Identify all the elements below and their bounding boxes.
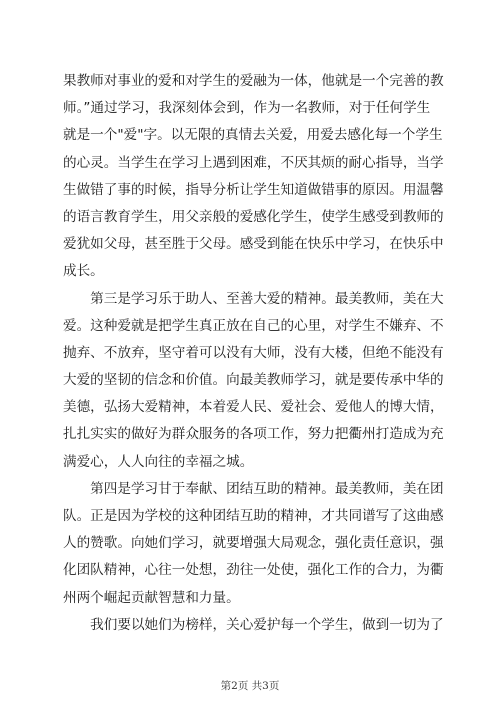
text-line: 就是一个"爱"字。以无限的真情去关爱，用爱去感化每一个学生 [63, 127, 443, 144]
text-line: 美德，弘扬大爱精神，本着爱人民、爱社会、爱他人的博大情， [63, 399, 444, 416]
paragraph-start-line: 第四是学习甘于奉献、团结互助的精神。最美教师，美在团 [63, 480, 444, 497]
text-line: 扎扎实实的做好为群众服务的各项工作，努力把衢州打造成为充 [63, 426, 444, 443]
text-line: 化团队精神，心往一处想，劲往一处使，强化工作的合力，为衢 [63, 562, 444, 579]
body-text [63, 68, 443, 639]
text-line: 师。”通过学习，我深刻体会到，作为一名教师，对于任何学生 [63, 100, 431, 117]
paragraph-start-line: 第三是学习乐于助人、至善大爱的精神。最美教师，美在大 [63, 290, 444, 307]
text-line: 果教师对事业的爱和对学生的爱融为一体，他就是一个完善的教 [63, 73, 444, 89]
text-line: 州两个崛起贡献智慧和力量。 [63, 589, 240, 606]
paragraph-start-line: 我们要以她们为榜样，关心爱护每一个学生，做到一切为了 [63, 616, 444, 633]
text-line: 的语言教育学生，用父亲般的爱感化学生，使学生感受到教师的 [63, 208, 444, 225]
text-line: 人的赞歌。向她们学习，就要增强大局观念，强化责任意识，强 [63, 535, 444, 552]
text-line: 成长。 [63, 263, 104, 280]
text-line: 爱。这种爱就是把学生真正放在自己的心里，对学生不嫌弃、不 [63, 317, 444, 334]
text-line: 队。正是因为学校的这种团结互助的精神，才共同谱写了这曲感 [63, 508, 444, 524]
text-line: 生做错了事的时候，指导分析让学生知道做错事的原因。用温馨 [63, 181, 444, 198]
text-line: 爱犹如父母，甚至胜于父母。感受到能在快乐中学习，在快乐中 [63, 236, 444, 253]
text-line: 抛弃、不放弃，坚守着可以没有大师，没有大楼，但绝不能没有 [63, 344, 444, 361]
text-line: 大爱的坚韧的信念和价值。向最美教师学习，就是要传承中华的 [63, 372, 444, 389]
text-line: 满爱心，人人向往的幸福之城。 [63, 453, 254, 470]
page-number-footer: 第2页 共3页 [220, 680, 280, 692]
text-line: 的心灵。当学生在学习上遇到困难，不厌其烦的耐心指导，当学 [63, 154, 444, 171]
